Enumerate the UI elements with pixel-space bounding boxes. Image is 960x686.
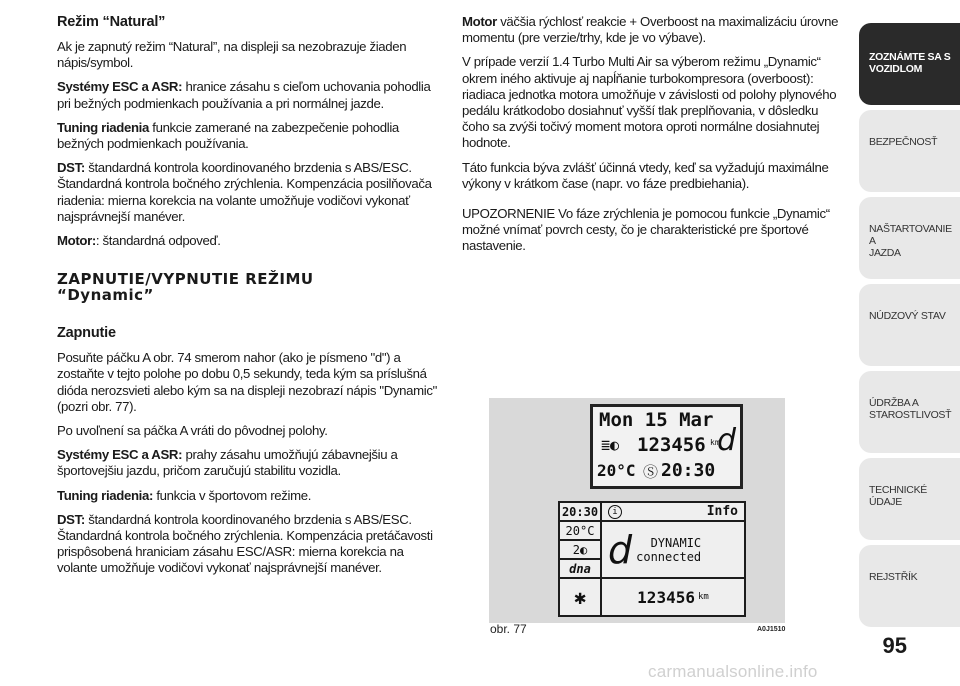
tab-getting-to-know[interactable]: ZOZNÁMTE SA S VOZIDLOM bbox=[859, 23, 960, 105]
dynamic-text: DYNAMIC connected bbox=[636, 535, 702, 564]
paragraph: Tuning riadenia: funkcia v športovom režime. bbox=[57, 487, 312, 503]
cell-gear: 2 ◐ bbox=[560, 541, 600, 558]
globe-icon: ✱ bbox=[560, 579, 600, 615]
paragraph: Tuning riadenia funkcie zamerané na zabezpečenie pohodlia bežných podmienkach používania. bbox=[57, 119, 399, 152]
subsection-title: Zapnutie bbox=[57, 325, 116, 342]
natural-mode-title: Režim “Natural” bbox=[57, 14, 166, 30]
paragraph: Motor väčšia rýchlosť reakcie + Overboost na maximalizáciu úrovne momentu (pre verzie/trhy, kde je vo výbave). bbox=[462, 14, 839, 46]
display-top bbox=[590, 404, 743, 489]
tab-technical-data[interactable]: TECHNICKÉ ÚDAJE bbox=[859, 458, 960, 540]
paragraph: Motor:: štandardná odpoveď. bbox=[57, 233, 221, 249]
odometer-panel: 123456 km bbox=[602, 579, 744, 615]
page-number: 95 bbox=[882, 633, 907, 658]
paragraph: DST: štandardná kontrola koordinovaného brzdenia s ABS/ESC. Štandardná kontrola bočného zrýchlenia. Kompenzácia pretáčavosti prispôsobená hraniciam zásahu ESC/ASR: mierna korekcia na volante umožňuje vodičovi vykonať najsprávnejší manéver. bbox=[57, 511, 433, 576]
paragraph: V prípade verzií 1.4 Turbo Multi Air sa výberom režimu „Dynamic“ okrem iného aktivuje aj napĺňanie turbokompresora (overboost): riadiaca jednotka motora umožňuje v závislosti od polohy plynového pedálu krátkodobo dosiahnuť vyšší tlak preplňovania, v dôsledku čoho sa zvýši točivý moment motora oproti normálne dosiahnutej hodnote. bbox=[462, 54, 837, 151]
cell-temperature: 20°C bbox=[560, 522, 600, 539]
watermark: carmanualsonline.info bbox=[648, 662, 818, 681]
dna-logo: dna bbox=[560, 560, 600, 577]
tab-index[interactable]: REJSTŘÍK bbox=[859, 545, 960, 627]
dynamic-panel bbox=[602, 522, 744, 577]
display-date: Mon 15 Mar bbox=[599, 409, 714, 431]
info-label: Info bbox=[706, 504, 738, 519]
paragraph: Ak je zapnutý režim “Natural”, na displeji sa nezobrazuje žiaden nápis/symbol. bbox=[57, 39, 407, 71]
paragraph: Po uvoľnení sa páčka A vráti do pôvodnej polohy. bbox=[57, 423, 328, 439]
dashboard-figure bbox=[489, 398, 785, 623]
odometer-unit: km bbox=[710, 438, 720, 447]
left-column bbox=[57, 14, 442, 585]
paragraph: UPOZORNENIE Vo fáze zrýchlenia je pomocou funkcie „Dynamic“ možné vnímať povrch cesty, čo je charakteristické pre športové nastavenie. bbox=[462, 206, 830, 254]
info-bar bbox=[602, 503, 744, 520]
tab-starting-driving[interactable]: NAŠTARTOVANIE A JAZDA bbox=[859, 197, 960, 279]
cell-time: 20:30 bbox=[561, 504, 599, 519]
tab-maintenance[interactable]: ÚDRŽBA A STAROSTLIVOSŤ bbox=[859, 371, 960, 453]
display-temperature: 20°C bbox=[597, 461, 636, 480]
dynamic-mode-letter: d bbox=[717, 423, 737, 458]
info-icon: i bbox=[608, 505, 622, 519]
headlight-icon: ◐ bbox=[580, 542, 588, 557]
chapter-sidebar bbox=[859, 23, 960, 632]
display-odometer: 123456 bbox=[637, 434, 706, 456]
tab-safety[interactable]: BEZPEČNOSŤ bbox=[859, 110, 960, 192]
display-bottom bbox=[558, 501, 746, 617]
dynamic-mode-letter: d bbox=[608, 527, 633, 572]
section-title: ZAPNUTIE/VYPNUTIE REŽIMU “Dynamic” bbox=[57, 270, 314, 305]
paragraph: Systémy ESC a ASR: prahy zásahu umožňujú zábavnejšiu a športovejšiu jazdu, pričom zaručujú stabilitu vozidla. bbox=[57, 447, 398, 479]
paragraph: Systémy ESC a ASR: hranice zásahu s cieľom uchovania pohodlia pri bežných podmienkach používania a pri normálnej jazde. bbox=[57, 79, 431, 111]
dollar-circle-icon: Ⓢ bbox=[643, 463, 659, 481]
figure-code: A0J1510 bbox=[757, 626, 786, 633]
display-clock: 20:30 bbox=[661, 460, 716, 481]
paragraph: Posuňte páčku A obr. 74 smerom nahor (ako je písmeno "d") a zostaňte v tejto polohe po dobu 0,5 sekundy, teda kým sa príslušná dióda nerozsvieti alebo kým sa na displeji nezobrazí nápis "Dynamic" (pozri obr. 77). bbox=[57, 350, 437, 414]
right-column bbox=[462, 14, 847, 263]
figure-label: obr. 77 bbox=[490, 622, 527, 636]
paragraph: Táto funkcia býva zvlášť účinná vtedy, keď sa vyžadujú maximálne výkony v krátkom čase (napr. vo fáze predbiehania). bbox=[462, 159, 829, 191]
tab-emergency[interactable]: NÚDZOVÝ STAV bbox=[859, 284, 960, 366]
headlight-icon: ≣◐ bbox=[601, 436, 620, 454]
paragraph: DST: štandardná kontrola koordinovaného brzdenia s ABS/ESC. Štandardná kontrola bočného zrýchlenia. Kompenzácia posilňovača riadenia: mierna korekcia na volante umožňuje vodičovi vykonať najsprávnejší manéver. bbox=[57, 160, 432, 224]
